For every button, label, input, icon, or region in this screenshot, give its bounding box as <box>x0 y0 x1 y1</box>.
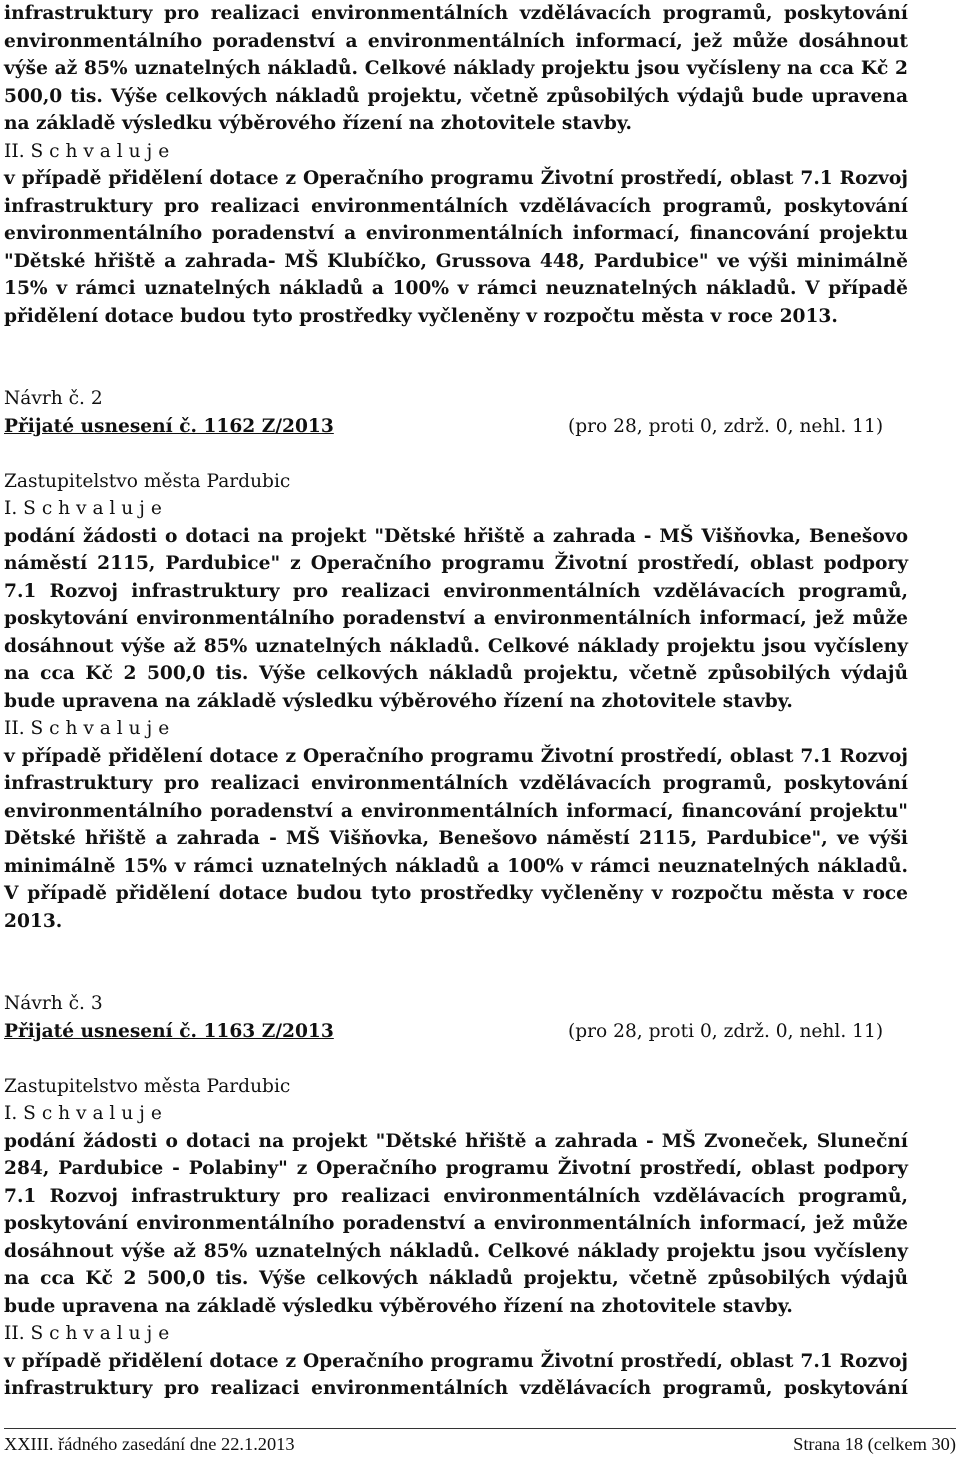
adopted-resolution-title: Přijaté usnesení č. 1162 Z/2013 <box>4 415 334 437</box>
vote-result: (pro 28, proti 0, zdrž. 0, nehl. 11) <box>568 1020 884 1042</box>
section-heading: II. S c h v a l u j e <box>4 718 170 739</box>
paragraph: infrastruktury pro realizaci environmentálních vzdělávacích programů, poskytování environmentálního poradenství a environmentálních informací, jež může dosáhnout výše až 85% uznatelných nákladů. Celkové náklady projektu jsou vyčísleny na cca Kč 2 500,0 tis. Výše celkových nákladů projektu, včetně způsobilých výdajů bude upravena na základě výsledku výběrového řízení na zhotovitele stavby. <box>4 3 908 134</box>
section-heading: II. S c h v a l u j e <box>4 140 170 162</box>
paragraph: podání žádosti o dotaci na projekt "Dětské hřiště a zahrada - MŠ Zvoneček, Sluneční 284, Pardubice - Polabiny" z Operačního programu Životní prostředí, oblast podpory 7.1 Rozvoj infrastruktury pro realizaci environmentálních vzdělávacích programů, poskytování environmentálního poradenství a environmentálních informací, jež může dosáhnout výše až 85% uznatelných nákladů. Celkové náklady projektu jsou vyčísleny na cca Kč 2 500,0 tis. Výše celkových nákladů projektu, včetně způsobilých výdajů bude upravena na základě výsledku výběrového řízení na zhotovitele stavby. <box>4 1130 908 1317</box>
council-name: Zastupitelstvo města Pardubic <box>4 1075 291 1097</box>
proposal-block <box>4 385 908 935</box>
paragraph: podání žádosti o dotaci na projekt "Dětské hřiště a zahrada - MŠ Višňovka, Benešovo náměstí 2115, Pardubice" z Operačního programu Životní prostředí, oblast podpory 7.1 Rozvoj infrastruktury pro realizaci environmentálních vzdělávacích programů, poskytování environmentálního poradenství a environmentálních informací, jež může dosáhnout výše až 85% uznatelných nákladů. Celkové náklady projektu jsou vyčísleny na cca Kč 2 500,0 tis. Výše celkových nákladů projektu, včetně způsobilých výdajů bude upravena na základě výsledku výběrového řízení na zhotovitele stavby. <box>4 525 908 712</box>
section-heading: I. S c h v a l u j e <box>4 1103 162 1124</box>
vote-result: (pro 28, proti 0, zdrž. 0, nehl. 11) <box>568 415 884 437</box>
proposal-number: Návrh č. 3 <box>4 993 103 1014</box>
adopted-resolution-row <box>4 413 908 441</box>
page-footer <box>4 1428 956 1460</box>
paragraph: v případě přidělení dotace z Operačního programu Životní prostředí, oblast 7.1 Rozvoj infrastruktury pro realizaci environmentálních vzdělávacích programů, poskytování environmentálního poradenství a environmentálních informací, financování projektu" Dětské hřiště a zahrada - MŠ Višňovka, Benešovo náměstí 2115, Pardubice", ve výši minimálně 15% v rámci uznatelných nákladů a 100% v rámci neuznatelných nákladů. V případě přidělení dotace budou tyto prostředky vyčleněny v rozpočtu města v roce 2013. <box>4 745 908 932</box>
proposal-number: Návrh č. 2 <box>4 388 103 409</box>
session-info: XXIII. řádného zasedání dne 22.1.2013 <box>4 1434 295 1454</box>
spacer <box>4 330 908 385</box>
page-number: Strana 18 (celkem 30) <box>793 1434 956 1454</box>
resolution-continuation <box>4 0 908 330</box>
document-page <box>4 0 908 1403</box>
paragraph: v případě přidělení dotace z Operačního programu Životní prostředí, oblast 7.1 Rozvoj infrastruktury pro realizaci environmentálních vzdělávacích programů, poskytování environmentálního poradenství a environmentálních informací, financování projektu "Dětské hřiště a zahrada- MŠ Klubíčko, Grussova 448, Pardubice" ve výši minimálně 15% v rámci uznatelných nákladů a 100% v rámci neuznatelných nákladů. V případě přidělení dotace budou tyto prostředky vyčleněny v rozpočtu města v roce 2013. <box>4 168 908 327</box>
adopted-resolution-title: Přijaté usnesení č. 1163 Z/2013 <box>4 1020 334 1042</box>
spacer <box>4 935 908 990</box>
section-heading: II. S c h v a l u j e <box>4 1323 170 1344</box>
spacer <box>4 440 908 468</box>
spacer <box>4 1045 908 1073</box>
section-heading: I. S c h v a l u j e <box>4 498 162 519</box>
council-name: Zastupitelstvo města Pardubic <box>4 470 291 492</box>
paragraph: v případě přidělení dotace z Operačního programu Životní prostředí, oblast 7.1 Rozvoj infrastruktury pro realizaci environmentálních vzdělávacích programů, poskytování <box>4 1350 908 1399</box>
adopted-resolution-row <box>4 1018 908 1046</box>
proposal-block <box>4 990 908 1403</box>
